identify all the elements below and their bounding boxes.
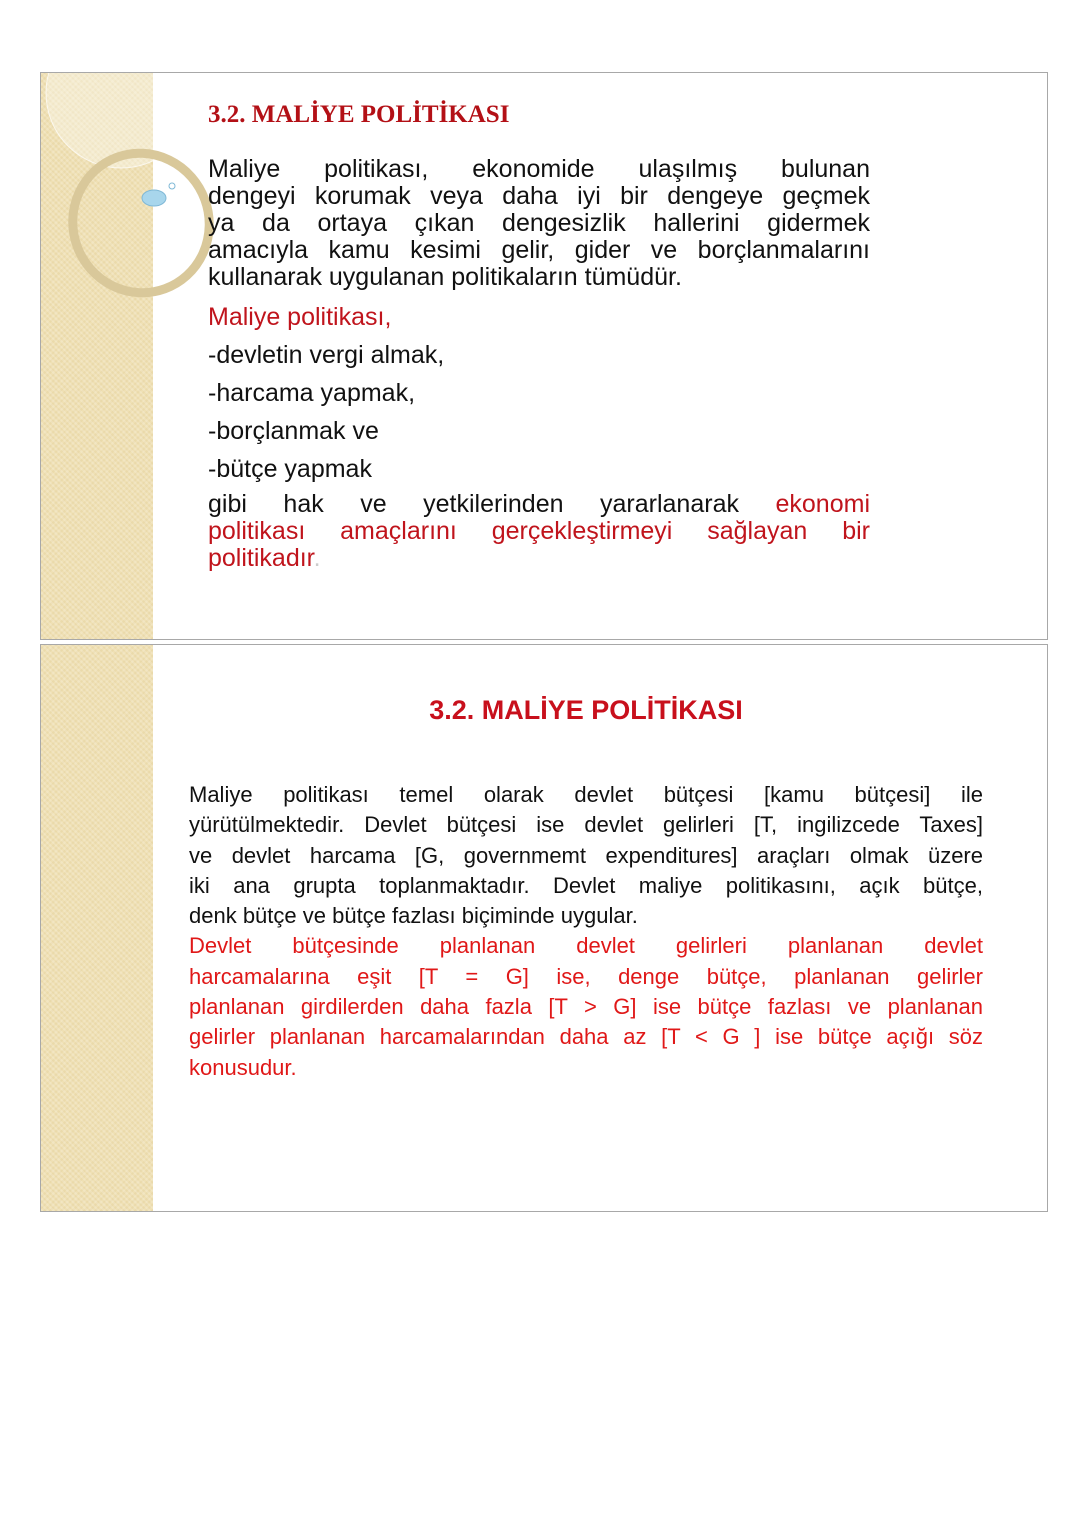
text-line: dengeyi korumak veya daha iyi bir dengeye geçmek (208, 182, 870, 210)
text-red: ekonomi (775, 490, 870, 518)
slide-2 (40, 644, 1048, 1212)
list-item: -bütçe yapmak (208, 455, 372, 483)
slide-sidebar (41, 73, 153, 639)
slide-title: 3.2. MALİYE POLİTİKASI (429, 695, 743, 725)
text-line: denk bütçe ve bütçe fazlası biçiminde uygular. (189, 903, 638, 929)
text-line (208, 491, 870, 518)
text-black: gibi hak ve yetkilerinden yararlanarak (208, 490, 739, 518)
text-line-red: gelirler planlanan harcamalarından daha az [T < G ] ise bütçe açığı söz (189, 1024, 983, 1050)
text-line: amacıyla kamu kesimi gelir, gider ve borçlanmalarını (208, 236, 870, 264)
text-line: yürütülmektedir. Devlet bütçesi ise devlet gelirleri [T, ingilizcede Taxes] (189, 812, 983, 838)
slide-sidebar (41, 645, 153, 1211)
list-item: -devletin vergi almak, (208, 341, 445, 369)
list-item: -borçlanmak ve (208, 417, 379, 445)
text-line: Maliye politikası, ekonomide ulaşılmış bulunan (208, 155, 870, 183)
text-line-red: harcamalarına eşit [T = G] ise, denge bütçe, planlanan gelirler (189, 963, 983, 989)
text-line: kullanarak uygulanan politikaların tümüdür. (208, 263, 682, 291)
slide-1 (40, 72, 1048, 640)
definition-paragraph (208, 156, 870, 291)
text-line-red: Devlet bütçesinde planlanan devlet gelirleri planlanan devlet (189, 933, 983, 959)
list-item: -harcama yapmak, (208, 379, 416, 407)
text-red: politikadır (208, 544, 314, 572)
budget-paragraph (189, 780, 983, 1083)
text-line (208, 545, 870, 572)
text-line-red: konusudur. (189, 1054, 297, 1080)
list-intro: Maliye politikası, (208, 303, 392, 331)
text-line: iki ana grupta toplanmaktadır. Devlet maliye politikasını, açık bütçe, (189, 872, 983, 898)
period: . (313, 544, 321, 572)
text-line: ya da ortaya çıkan dengesizlik hallerini gidermek (208, 209, 870, 237)
closing-paragraph (208, 491, 870, 572)
text-line: politikası amaçlarını gerçekleştirmeyi sağlayan bir (208, 517, 870, 545)
text-line: Maliye politikası temel olarak devlet bütçesi [kamu bütçesi] ile (189, 782, 983, 807)
text-line: ve devlet harcama [G, governmemt expenditures] araçları olmak üzere (189, 842, 983, 868)
slide-title: 3.2. MALİYE POLİTİKASI (208, 101, 510, 128)
text-line-red: planlanan girdilerden daha fazla [T > G] ise bütçe fazlası ve planlanan (189, 994, 983, 1020)
